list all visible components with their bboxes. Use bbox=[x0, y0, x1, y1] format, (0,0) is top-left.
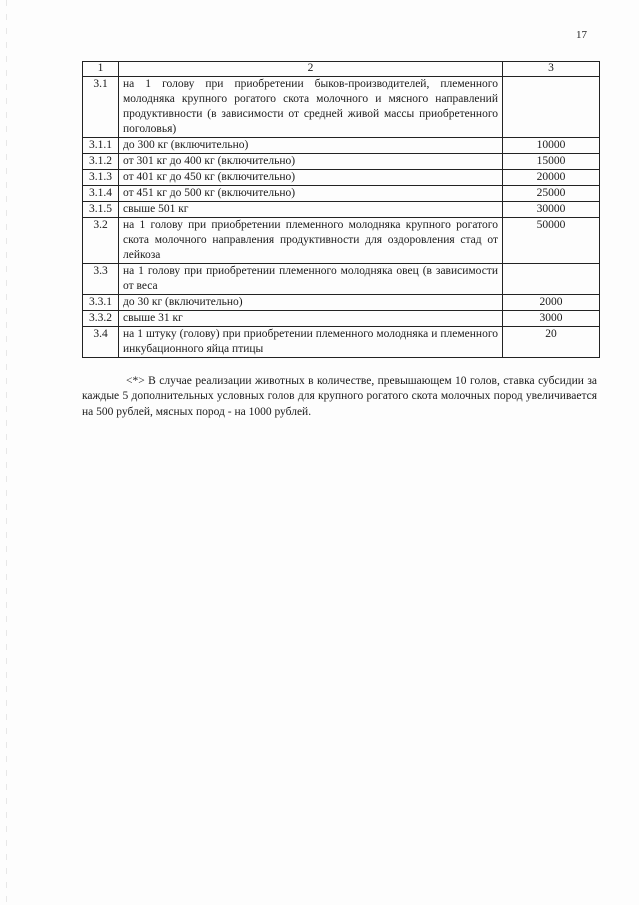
table-row bbox=[83, 295, 600, 311]
row-description: от 401 кг до 450 кг (включительно) bbox=[119, 170, 503, 186]
row-value: 25000 bbox=[503, 186, 600, 202]
row-number: 3.3.2 bbox=[83, 311, 119, 327]
row-number: 3.1.2 bbox=[83, 154, 119, 170]
row-number: 3.1.5 bbox=[83, 202, 119, 218]
row-number: 3.3 bbox=[83, 264, 119, 295]
footnote: <*> В случае реализации животных в количестве, превышающем 10 голов, ставка субсидии за каждые 5 дополнительных условных голов для крупного рогатого скота молочных пород увеличивается на 500 рублей, мясных пород - на 1000 рублей. bbox=[82, 374, 597, 418]
row-description: на 1 голову при приобретении племенного молодняка крупного рогатого скота молочного направления продуктивности для оздоровления стад от лейкоза bbox=[119, 218, 503, 264]
row-value: 50000 bbox=[503, 218, 600, 264]
row-number: 3.4 bbox=[83, 327, 119, 358]
row-number: 3.1.1 bbox=[83, 138, 119, 154]
row-description: свыше 31 кг bbox=[119, 311, 503, 327]
row-value bbox=[503, 264, 600, 295]
row-value: 30000 bbox=[503, 202, 600, 218]
table-header-row bbox=[83, 62, 600, 77]
row-description: от 301 кг до 400 кг (включительно) bbox=[119, 154, 503, 170]
row-value: 20000 bbox=[503, 170, 600, 186]
table-row bbox=[83, 202, 600, 218]
row-description: свыше 501 кг bbox=[119, 202, 503, 218]
table-row bbox=[83, 186, 600, 202]
row-description: на 1 штуку (голову) при приобретении племенного молодняка и племенного инкубационного яйца птицы bbox=[119, 327, 503, 358]
row-description: до 300 кг (включительно) bbox=[119, 138, 503, 154]
table-row bbox=[83, 170, 600, 186]
row-value: 20 bbox=[503, 327, 600, 358]
table-row bbox=[83, 311, 600, 327]
table-row bbox=[83, 327, 600, 358]
page-number: 17 bbox=[576, 29, 587, 41]
table-row bbox=[83, 218, 600, 264]
row-value: 3000 bbox=[503, 311, 600, 327]
table-body bbox=[83, 77, 600, 358]
row-number: 3.3.1 bbox=[83, 295, 119, 311]
row-description: на 1 голову при приобретении племенного молодняка овец (в зависимости от веса bbox=[119, 264, 503, 295]
row-value: 10000 bbox=[503, 138, 600, 154]
column-header-2: 2 bbox=[119, 62, 503, 77]
column-header-1: 1 bbox=[83, 62, 119, 77]
table-row bbox=[83, 264, 600, 295]
table-row bbox=[83, 77, 600, 138]
row-description: до 30 кг (включительно) bbox=[119, 295, 503, 311]
row-number: 3.1.3 bbox=[83, 170, 119, 186]
table-row bbox=[83, 154, 600, 170]
table-row bbox=[83, 138, 600, 154]
row-number: 3.1 bbox=[83, 77, 119, 138]
row-number: 3.2 bbox=[83, 218, 119, 264]
subsidy-rates-table bbox=[82, 61, 600, 358]
row-value: 15000 bbox=[503, 154, 600, 170]
row-value bbox=[503, 77, 600, 138]
column-header-3: 3 bbox=[503, 62, 600, 77]
row-number: 3.1.4 bbox=[83, 186, 119, 202]
scan-edge-artifact bbox=[6, 0, 7, 905]
row-description: от 451 кг до 500 кг (включительно) bbox=[119, 186, 503, 202]
row-description: на 1 голову при приобретении быков-производителей, племенного молодняка крупного рогатого скота молочного и мясного направлений продуктивности (в зависимости от средней живой массы приобретенного поголовья) bbox=[119, 77, 503, 138]
row-value: 2000 bbox=[503, 295, 600, 311]
